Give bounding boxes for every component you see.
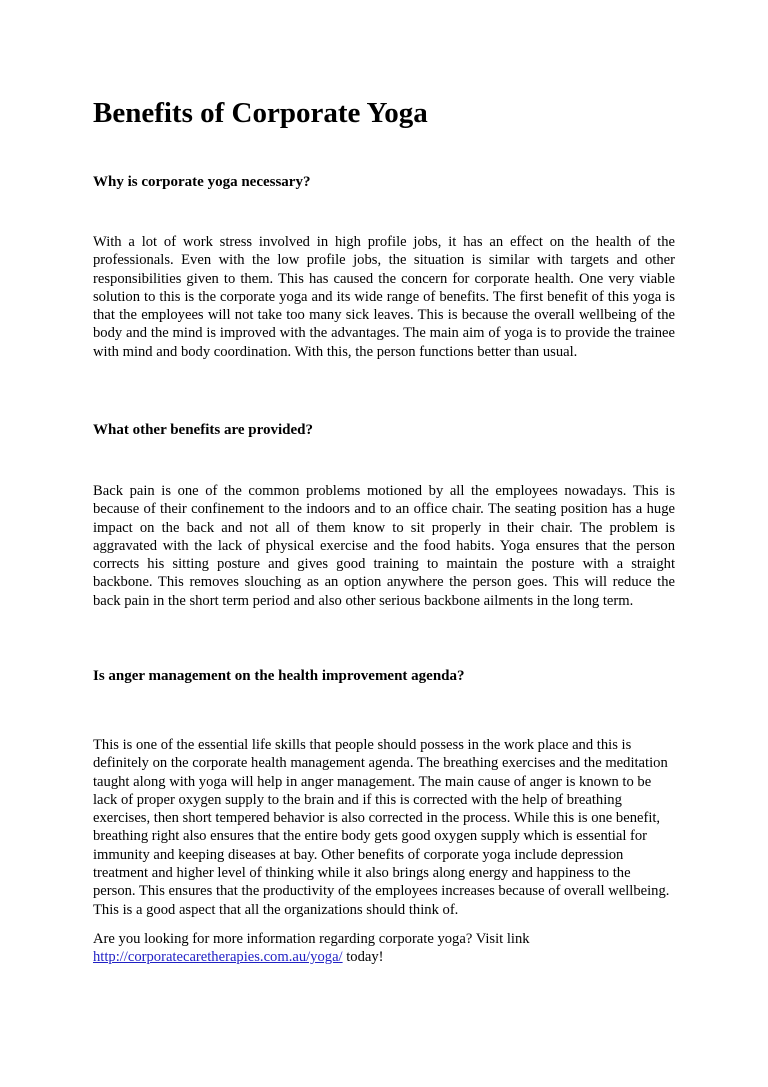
document-title: Benefits of Corporate Yoga — [93, 97, 428, 129]
section-body-other-benefits: Back pain is one of the common problems motioned by all the employees nowadays. This is because of their confinement to the indoors and to an office chair. The seating position has a huge impact on the back and not all of them know to sit properly in their chair. The problem is aggravated with the lack of physical exercise and the food habits. Yoga ensures that the person corrects his sitting posture and gives good training to maintain the posture with a straight backbone. This removes slouching as an option anywhere the person goes. This will reduce the back pain in the short term period and also other serious backbone ailments in the long term. — [93, 483, 675, 609]
section-heading-anger-management: Is anger management on the health improvement agenda? — [93, 668, 465, 684]
section-body-why-necessary: With a lot of work stress involved in high profile jobs, it has an effect on the health of the professionals. Even with the low profile jobs, the situation is similar with targets and other responsibilities given to them. This has caused the concern for corporate health. One very viable solution to this is the corporate yoga and its wide range of benefits. The first benefit of this yoga is that the employees will not take too many sick leaves. This is because the overall wellbeing of the body and the mind is improved with the advantages. The main aim of yoga is to provide the trainee with mind and body coordination. With this, the person functions better than usual. — [93, 234, 675, 360]
section-heading-other-benefits: What other benefits are provided? — [93, 422, 313, 438]
cta-text-after: today! — [342, 949, 384, 966]
cta-text: Are you looking for more information regarding corporate yoga? Visit link — [93, 931, 530, 947]
cta-paragraph — [93, 930, 675, 967]
section-heading-why-necessary: Why is corporate yoga necessary? — [93, 174, 311, 190]
section-body-anger-management: This is one of the essential life skills that people should possess in the work place and this is definitely on the corporate health management agenda. The breathing exercises and the meditation taught along with yoga will help in anger management. The main cause of anger is known to be lack of proper oxygen supply to the brain and if this is corrected with the help of breathing exercises, then short tempered behavior is also corrected in the process. While this is one benefit, breathing right also ensures that the entire body gets good oxygen supply which is essential for immunity and keeping diseases at bay. Other benefits of corporate yoga include depression treatment and higher level of thinking while it also brings along energy and happiness to the person. This ensures that the productivity of the employees increases because of overall wellbeing. This is a good aspect that all the organizations should think of. — [93, 737, 670, 918]
yoga-info-link[interactable]: http://corporatecaretherapies.com.au/yoga/ — [93, 949, 343, 966]
